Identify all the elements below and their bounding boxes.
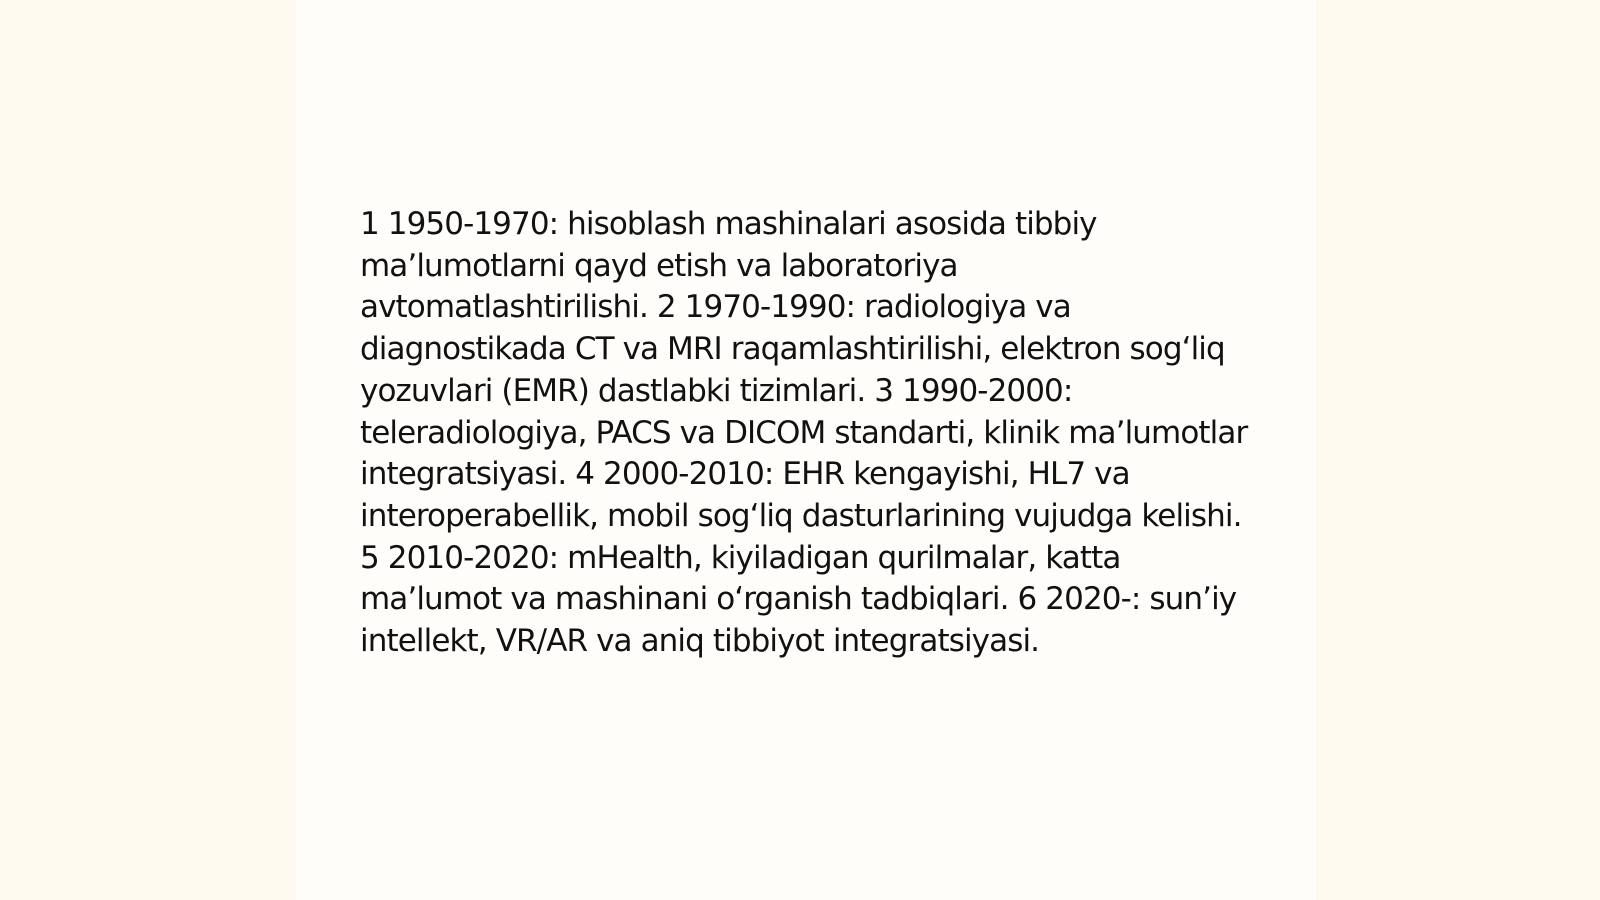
slide — [296, 0, 1316, 900]
slide-body-text: 1 1950-1970: hisoblash mashinalari asosida tibbiy ma’lumotlarni qayd etish va laboratoriya avtomatlashtirilishi. 2 1970-1990: radiologiya va diagnostikada CT va MRI raqamlashtirilishi, elektron sog‘liq yozuvlari (EMR) dastlabki tizimlari. 3 1990-2000: teleradiologiya, PACS va DICOM standarti, klinik ma’lumotlar integratsiyasi. 4 2000-2010: EHR kengayishi, HL7 va interoperabellik, mobil sog‘liq dasturlarining vujudga kelishi. 5 2010-2020: mHealth, kiyiladigan qurilmalar, katta ma’lumot va mashinani o‘rganish tadbiqlari. 6 2020-: sun’iy intellekt, VR/AR va aniq tibbiyot integratsiyasi. — [360, 206, 1248, 660]
